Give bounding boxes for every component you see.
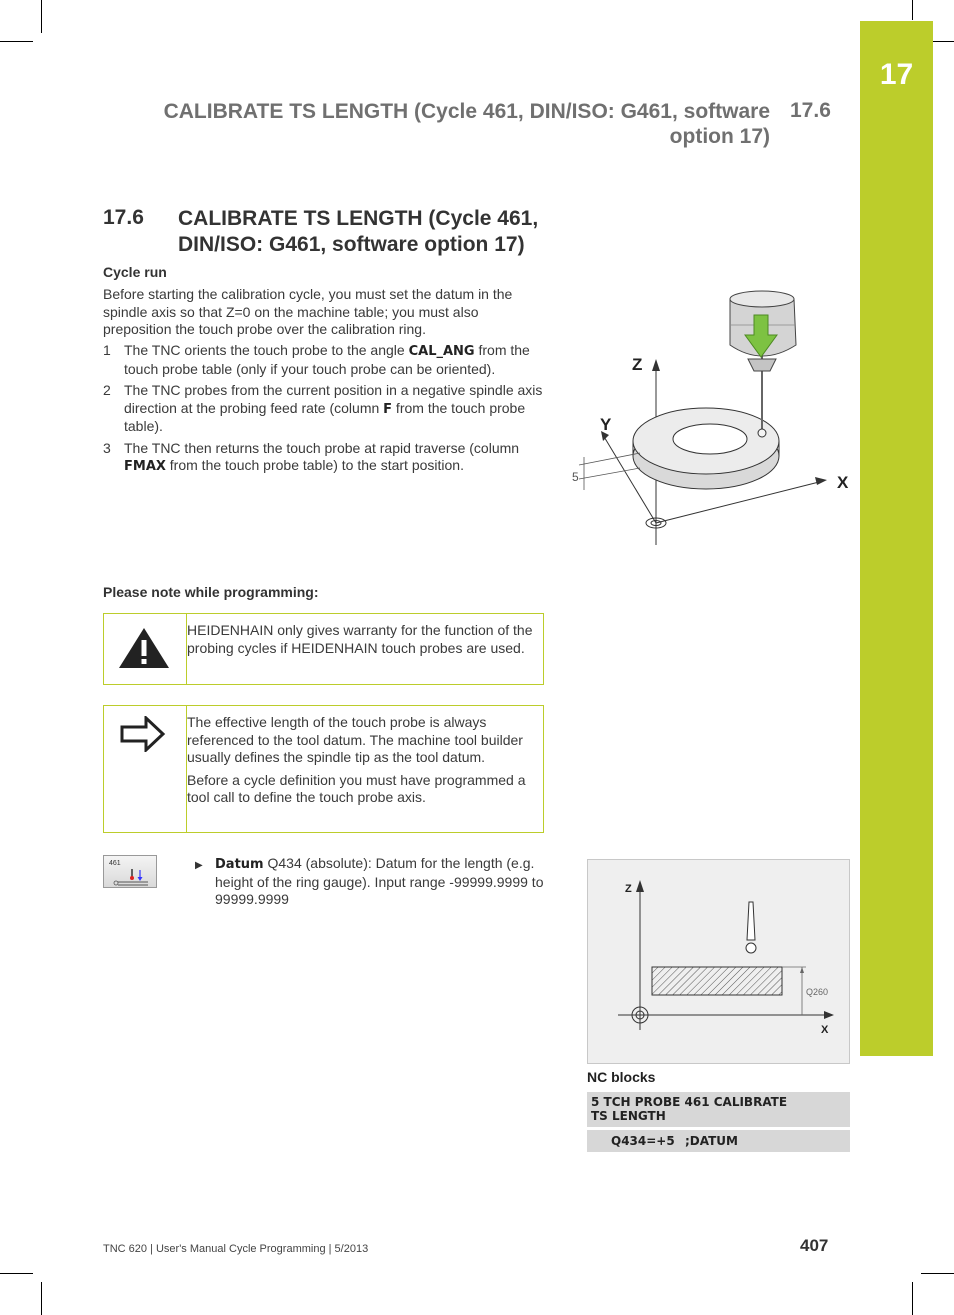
chapter-number: 17 [879, 58, 914, 91]
step-text: The TNC orients the touch probe to the angle [124, 342, 409, 358]
warning-icon-cell [104, 614, 187, 684]
step-keyword: FMAX [124, 459, 166, 474]
warning-icon [118, 627, 170, 669]
axis-z-label: Z [625, 883, 632, 895]
cycle-steps-list [103, 342, 543, 480]
step-keyword: F [383, 401, 393, 417]
notes-heading: Please note while programming: [103, 584, 319, 600]
cycle-run-intro: Before starting the calibration cycle, you must set the datum in the spindle axis so that Z=0 on the machine table; you must also preposition the touch probe over the calibration ring. [103, 286, 513, 337]
parameter-text [215, 855, 545, 909]
dimension-label: 5 [572, 470, 579, 484]
softkey-probe-icon [112, 869, 152, 887]
nc-block-comment: ;DATUM [685, 1134, 738, 1148]
list-item [103, 342, 543, 378]
section-number: 17.6 [103, 206, 144, 229]
crop-mark [912, 0, 913, 20]
axis-z-label: Z [632, 355, 643, 374]
warning-note [103, 613, 544, 685]
nc-block-code: 5 TCH PROBE 461 CALIBRATE TS LENGTH [591, 1095, 788, 1123]
footer-text: TNC 620 | User's Manual Cycle Programming | 5/2013 [103, 1243, 369, 1255]
crop-mark [912, 1282, 913, 1315]
nc-block-line [587, 1130, 850, 1152]
cycle-softkey [103, 855, 157, 888]
running-header-section: 17.6 [790, 99, 831, 122]
bullet-triangle-icon: ▶ [195, 860, 203, 871]
chapter-tab [860, 21, 933, 1056]
arrow-right-icon [120, 716, 166, 752]
step-text: from the touch probe table) to the start position. [165, 457, 464, 473]
crop-mark [0, 1273, 33, 1274]
warning-text [187, 622, 535, 662]
axis-x-label: X [837, 473, 849, 492]
section-title: CALIBRATE TS LENGTH (Cycle 461, DIN/ISO: G461, software option 17) [178, 207, 539, 256]
nc-block-line [587, 1092, 850, 1127]
cycle-run-heading: Cycle run [103, 264, 167, 280]
crop-mark [921, 1273, 954, 1274]
tip-paragraph: Before a cycle definition you must have programmed a tool call to define the touch probe axis. [187, 771, 526, 805]
axis-x-label: X [821, 1024, 829, 1036]
axis-y-label: Y [600, 415, 612, 434]
step-number: 1 [103, 342, 111, 358]
page-number: 407 [800, 1236, 829, 1255]
tip-paragraph: The effective length of the touch probe is always referenced to the tool datum. The machine tool builder usually defines the spindle tip as the tool datum. [187, 714, 523, 765]
list-item [103, 382, 543, 436]
running-header-title: CALIBRATE TS LENGTH (Cycle 461, DIN/ISO: G461, software option 17) [163, 100, 770, 148]
calibration-ring-figure [565, 285, 855, 550]
list-item [103, 440, 543, 476]
datum-diagram [587, 859, 850, 1064]
warning-paragraph: HEIDENHAIN only gives warranty for the function of the probing cycles if HEIDENHAIN touch probes are used. [187, 622, 533, 656]
tip-icon-cell [104, 706, 187, 832]
step-text: from the touch probe table (only if your touch probe can be oriented). [124, 342, 530, 377]
nc-block-code: Q434=+5 [611, 1134, 675, 1148]
parameter-description: Q434 (absolute): Datum for the length (e.g. height of the ring gauge). Input range -99999.9999 to 99999.9999 [215, 855, 544, 907]
step-text: The TNC then returns the touch probe at rapid traverse (column [124, 439, 520, 456]
softkey-label: 461 [109, 860, 121, 867]
crop-mark [0, 41, 33, 42]
dimension-label: Q260 [806, 987, 829, 997]
step-number: 3 [103, 439, 111, 456]
crop-mark [41, 1282, 42, 1315]
tip-note [103, 705, 544, 833]
step-text: from the touch probe table). [124, 399, 526, 434]
tip-text [187, 714, 535, 812]
parameter-name: Datum [215, 857, 264, 872]
crop-mark [41, 0, 42, 33]
step-keyword: CAL_ANG [408, 344, 475, 359]
step-text: The TNC probes from the current position in a negative spindle axis direction at the probing feed rate (column [124, 382, 543, 416]
nc-blocks-heading: NC blocks [587, 1069, 656, 1085]
step-number: 2 [103, 382, 111, 398]
